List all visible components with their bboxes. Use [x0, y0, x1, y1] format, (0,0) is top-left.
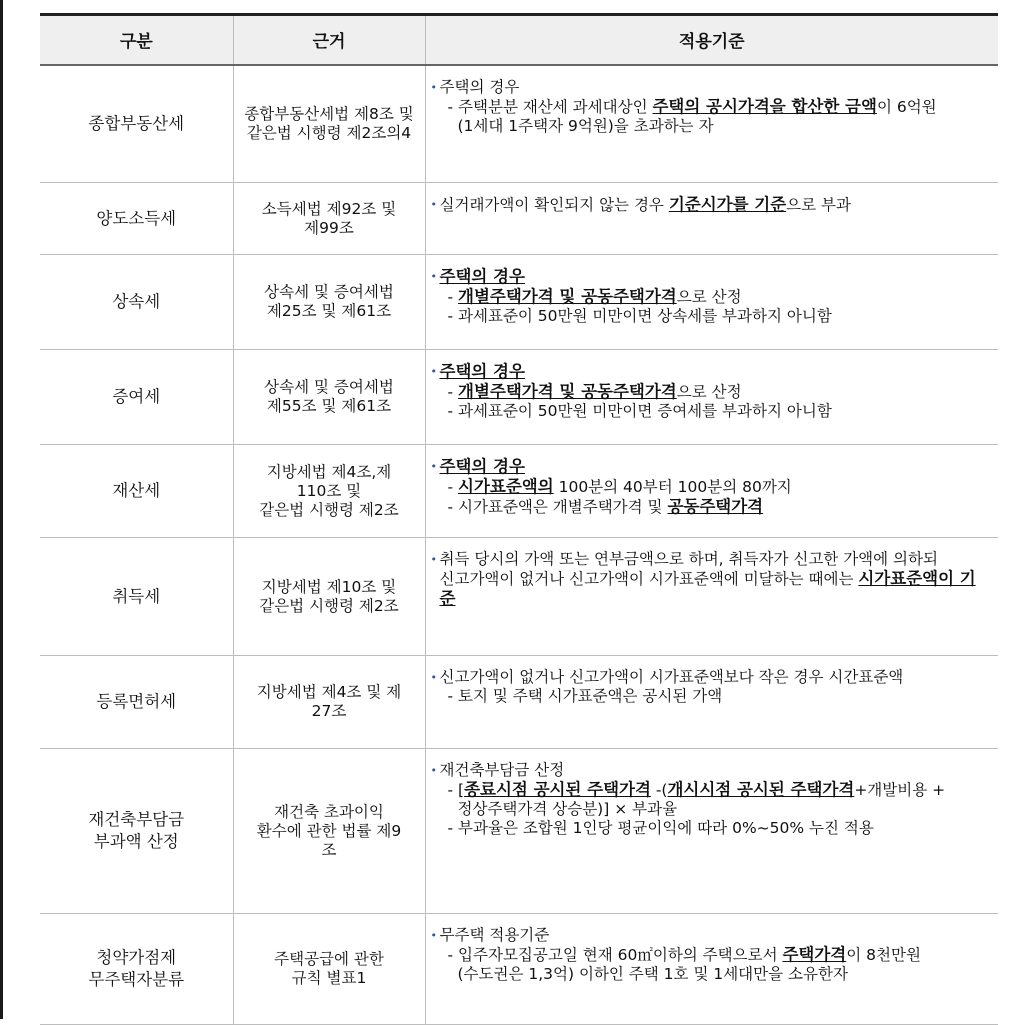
- criteria-block: [430, 749, 989, 838]
- criteria-text: 으로 부과: [786, 196, 851, 214]
- criteria-line: [440, 780, 989, 800]
- basis-text: 110조 및: [296, 481, 362, 500]
- cell-criteria: [425, 914, 998, 1025]
- criteria-text: - 부과율은 조합원 1인당 평균이익에 따라 0%~50% 누진 적용: [447, 819, 874, 837]
- left-border-bar: [0, 0, 3, 1019]
- gubun-text: 재건축부담금: [88, 810, 185, 829]
- criteria-text: 취득 당시의 가액 또는 연부금액으로 하며, 취득자가 신고한 가액에 의하되: [439, 550, 938, 568]
- criteria-text: - 과세표준이 50만원 미만이면 상속세를 부과하지 아니함: [447, 307, 832, 325]
- gubun-text: 등록면허세: [96, 692, 177, 711]
- criteria-line: [430, 195, 989, 215]
- gubun-text: 증여세: [112, 387, 161, 406]
- bullet-icon: •: [430, 365, 437, 378]
- table-row: [40, 656, 998, 749]
- basis-text: 지방세법 제4조,제: [266, 462, 392, 481]
- cell-criteria: [425, 183, 998, 255]
- criteria-line: [440, 97, 989, 117]
- criteria-text: 실거래가액이 확인되지 않는 경우: [439, 196, 669, 214]
- criteria-text: -: [447, 288, 459, 306]
- gubun-text: 취득세: [112, 586, 161, 606]
- tax-criteria-table: [40, 13, 998, 1025]
- emphasis-text: 개시시점 공시된 주택가격: [667, 780, 855, 799]
- criteria-text: - 과세표준이 50만원 미만이면 증여세를 부과하지 아니함: [447, 402, 832, 420]
- criteria-text: 주택의 경우: [439, 77, 520, 96]
- criteria-text: 재건축부담금 산정: [439, 761, 565, 779]
- cell-criteria: [425, 656, 998, 749]
- criteria-line: [440, 497, 989, 517]
- criteria-line: [440, 287, 989, 307]
- bullet-icon: •: [430, 460, 437, 473]
- criteria-line: [430, 267, 989, 287]
- cell-criteria: [425, 538, 998, 656]
- cell-gubun: [40, 183, 233, 255]
- emphasis-text: 공동주택가격: [667, 497, 764, 516]
- basis-text: 제25조 및 제61조: [266, 302, 392, 320]
- cell-basis: [233, 65, 425, 183]
- criteria-text: (수도권은 1,3억) 이하인 주택 1호 및 1세대만을 소유한자: [457, 965, 848, 983]
- emphasis-text: 개별주택가격 및 공동주택가격: [458, 287, 677, 306]
- criteria-text: 100분의 40부터 100분의 80까지: [553, 478, 792, 496]
- bullet-icon: •: [430, 671, 437, 684]
- criteria-text: - 주택분분 재산세 과세대상인: [447, 97, 653, 116]
- emphasis-text: 기준시가를 기준: [668, 195, 787, 214]
- basis-text: 종합부동산세법 제8조 및: [244, 104, 414, 123]
- criteria-line: [430, 668, 989, 687]
- criteria-text: - 토지 및 주택 시가표준액은 공시된 가액: [447, 687, 723, 705]
- emphasis-text: 시가표준액이 기준: [439, 569, 976, 608]
- criteria-line: [440, 819, 989, 838]
- cell-basis: [233, 183, 425, 255]
- cell-basis: [233, 656, 425, 749]
- cell-basis: [233, 350, 425, 445]
- bullet-icon: •: [430, 929, 437, 942]
- gubun-text: 부과액 산정: [93, 832, 179, 851]
- emphasis-text: 주택의 공시가격을 합산한 금액: [652, 96, 877, 116]
- table-row: [40, 350, 998, 445]
- cell-basis: [233, 538, 425, 656]
- emphasis-text: 주택가격: [782, 945, 847, 964]
- criteria-line: [440, 569, 989, 609]
- basis-text: 소득세법 제92조 및: [261, 199, 397, 218]
- cell-gubun: [40, 65, 233, 183]
- header-criteria: 적용기준: [425, 15, 998, 65]
- cell-gubun: [40, 445, 233, 538]
- table-row: [40, 445, 998, 538]
- criteria-text: - 입주자모집공고일 현재 60㎡이하의 주택으로서: [447, 946, 783, 964]
- basis-text: 같은법 시행령 제2조: [259, 500, 399, 519]
- cell-gubun: [40, 914, 233, 1025]
- criteria-text: - 시가표준액은 개별주택가격 및: [447, 498, 668, 516]
- criteria-block: [430, 538, 989, 609]
- criteria-text: 신고가액이 없거나 신고가액이 시가표준액에 미달하는 때에는: [439, 570, 859, 588]
- criteria-text: 으로 산정: [676, 383, 742, 401]
- basis-text: 재건축 초과이익: [274, 802, 384, 821]
- basis-text: 같은법 시행령 제2조: [259, 596, 399, 615]
- gubun-text: 무주택자분류: [88, 970, 185, 989]
- emphasis-text: 주택의 경우: [439, 457, 525, 476]
- criteria-line: [440, 945, 989, 965]
- table-row: [40, 749, 998, 914]
- basis-text: 상속세 및 증여세법: [264, 283, 394, 301]
- bullet-icon: •: [430, 198, 437, 211]
- criteria-line: [440, 800, 989, 819]
- basis-text: 환수에 관한 법률 제9: [256, 821, 402, 840]
- criteria-line: [440, 307, 989, 326]
- cell-basis: [233, 445, 425, 538]
- bullet-icon: •: [430, 80, 437, 94]
- criteria-text: 이 8천만원: [846, 946, 921, 964]
- basis-text: 제99조: [304, 218, 354, 237]
- emphasis-text: 개별주택가격 및 공동주택가격: [458, 382, 677, 401]
- criteria-line: [440, 117, 989, 136]
- gubun-text: 재산세: [112, 481, 161, 500]
- gubun-text: 상속세: [112, 292, 161, 311]
- table-row: [40, 914, 998, 1025]
- cell-criteria: [425, 255, 998, 350]
- criteria-line: [440, 687, 989, 706]
- basis-text: 27조: [311, 702, 347, 720]
- basis-text: 지방세법 제4조 및 제: [256, 683, 402, 701]
- cell-gubun: [40, 656, 233, 749]
- criteria-text: (1세대 1주택자 9억원)을 초과하는 자: [457, 116, 714, 135]
- header-gubun: 구분: [40, 15, 233, 65]
- table-row: [40, 183, 998, 255]
- criteria-block: [430, 445, 989, 517]
- criteria-text: 이 6억원: [876, 97, 937, 116]
- gubun-text: 청약가점제: [96, 948, 177, 967]
- gubun-text: 종합부동산세: [88, 113, 185, 133]
- criteria-text: -: [447, 478, 459, 496]
- criteria-text: 무주택 적용기준: [439, 926, 550, 944]
- criteria-line: [430, 77, 989, 97]
- criteria-text: +개발비용 +: [854, 781, 946, 799]
- criteria-block: [430, 66, 989, 136]
- table-row: [40, 538, 998, 656]
- cell-gubun: [40, 749, 233, 914]
- cell-basis: [233, 914, 425, 1025]
- cell-criteria: [425, 65, 998, 183]
- criteria-block: [430, 656, 989, 706]
- criteria-text: -(: [650, 781, 668, 799]
- bullet-icon: •: [430, 270, 437, 283]
- criteria-line: [430, 926, 989, 945]
- cell-criteria: [425, 445, 998, 538]
- criteria-block: [430, 350, 989, 421]
- criteria-line: [440, 477, 989, 497]
- criteria-text: 으로 산정: [676, 288, 742, 306]
- bullet-icon: •: [430, 553, 437, 566]
- bullet-icon: •: [430, 764, 437, 777]
- basis-text: 규칙 별표1: [291, 969, 367, 987]
- emphasis-text: 주택의 경우: [439, 362, 525, 381]
- criteria-text: -: [447, 383, 459, 401]
- basis-text: 주택공급에 관한: [274, 950, 384, 968]
- cell-gubun: [40, 350, 233, 445]
- emphasis-text: 종료시점 공시된 주택가격: [464, 780, 651, 799]
- criteria-line: [430, 550, 989, 569]
- criteria-text: 신고가액이 없거나 신고가액이 시가표준액보다 작은 경우 시간표준액: [439, 668, 904, 686]
- criteria-text: - [: [447, 781, 465, 799]
- cell-gubun: [40, 538, 233, 656]
- emphasis-text: 시가표준액의: [458, 477, 554, 496]
- basis-text: 지방세법 제10조 및: [261, 577, 397, 596]
- criteria-line: [440, 965, 989, 984]
- table-header-row: [40, 15, 998, 65]
- basis-text: 상속세 및 증여세법: [264, 378, 394, 396]
- cell-criteria: [425, 350, 998, 445]
- table-row: [40, 65, 998, 183]
- cell-criteria: [425, 749, 998, 914]
- criteria-block: [430, 914, 989, 984]
- gubun-text: 양도소득세: [96, 208, 177, 228]
- criteria-line: [430, 761, 989, 780]
- criteria-line: [440, 382, 989, 402]
- criteria-text: 정상주택가격 상승분)] × 부과율: [457, 800, 678, 818]
- criteria-line: [430, 457, 989, 477]
- cell-basis: [233, 749, 425, 914]
- cell-gubun: [40, 255, 233, 350]
- emphasis-text: 주택의 경우: [439, 267, 525, 286]
- criteria-block: [430, 255, 989, 326]
- criteria-block: [430, 183, 989, 215]
- basis-text: 제55조 및 제61조: [266, 397, 392, 415]
- criteria-line: [430, 362, 989, 382]
- table-row: [40, 255, 998, 350]
- cell-basis: [233, 255, 425, 350]
- header-basis: 근거: [233, 15, 425, 65]
- basis-text: 같은법 시행령 제2조의4: [246, 123, 412, 142]
- criteria-line: [440, 402, 989, 421]
- basis-text: 조: [321, 840, 337, 859]
